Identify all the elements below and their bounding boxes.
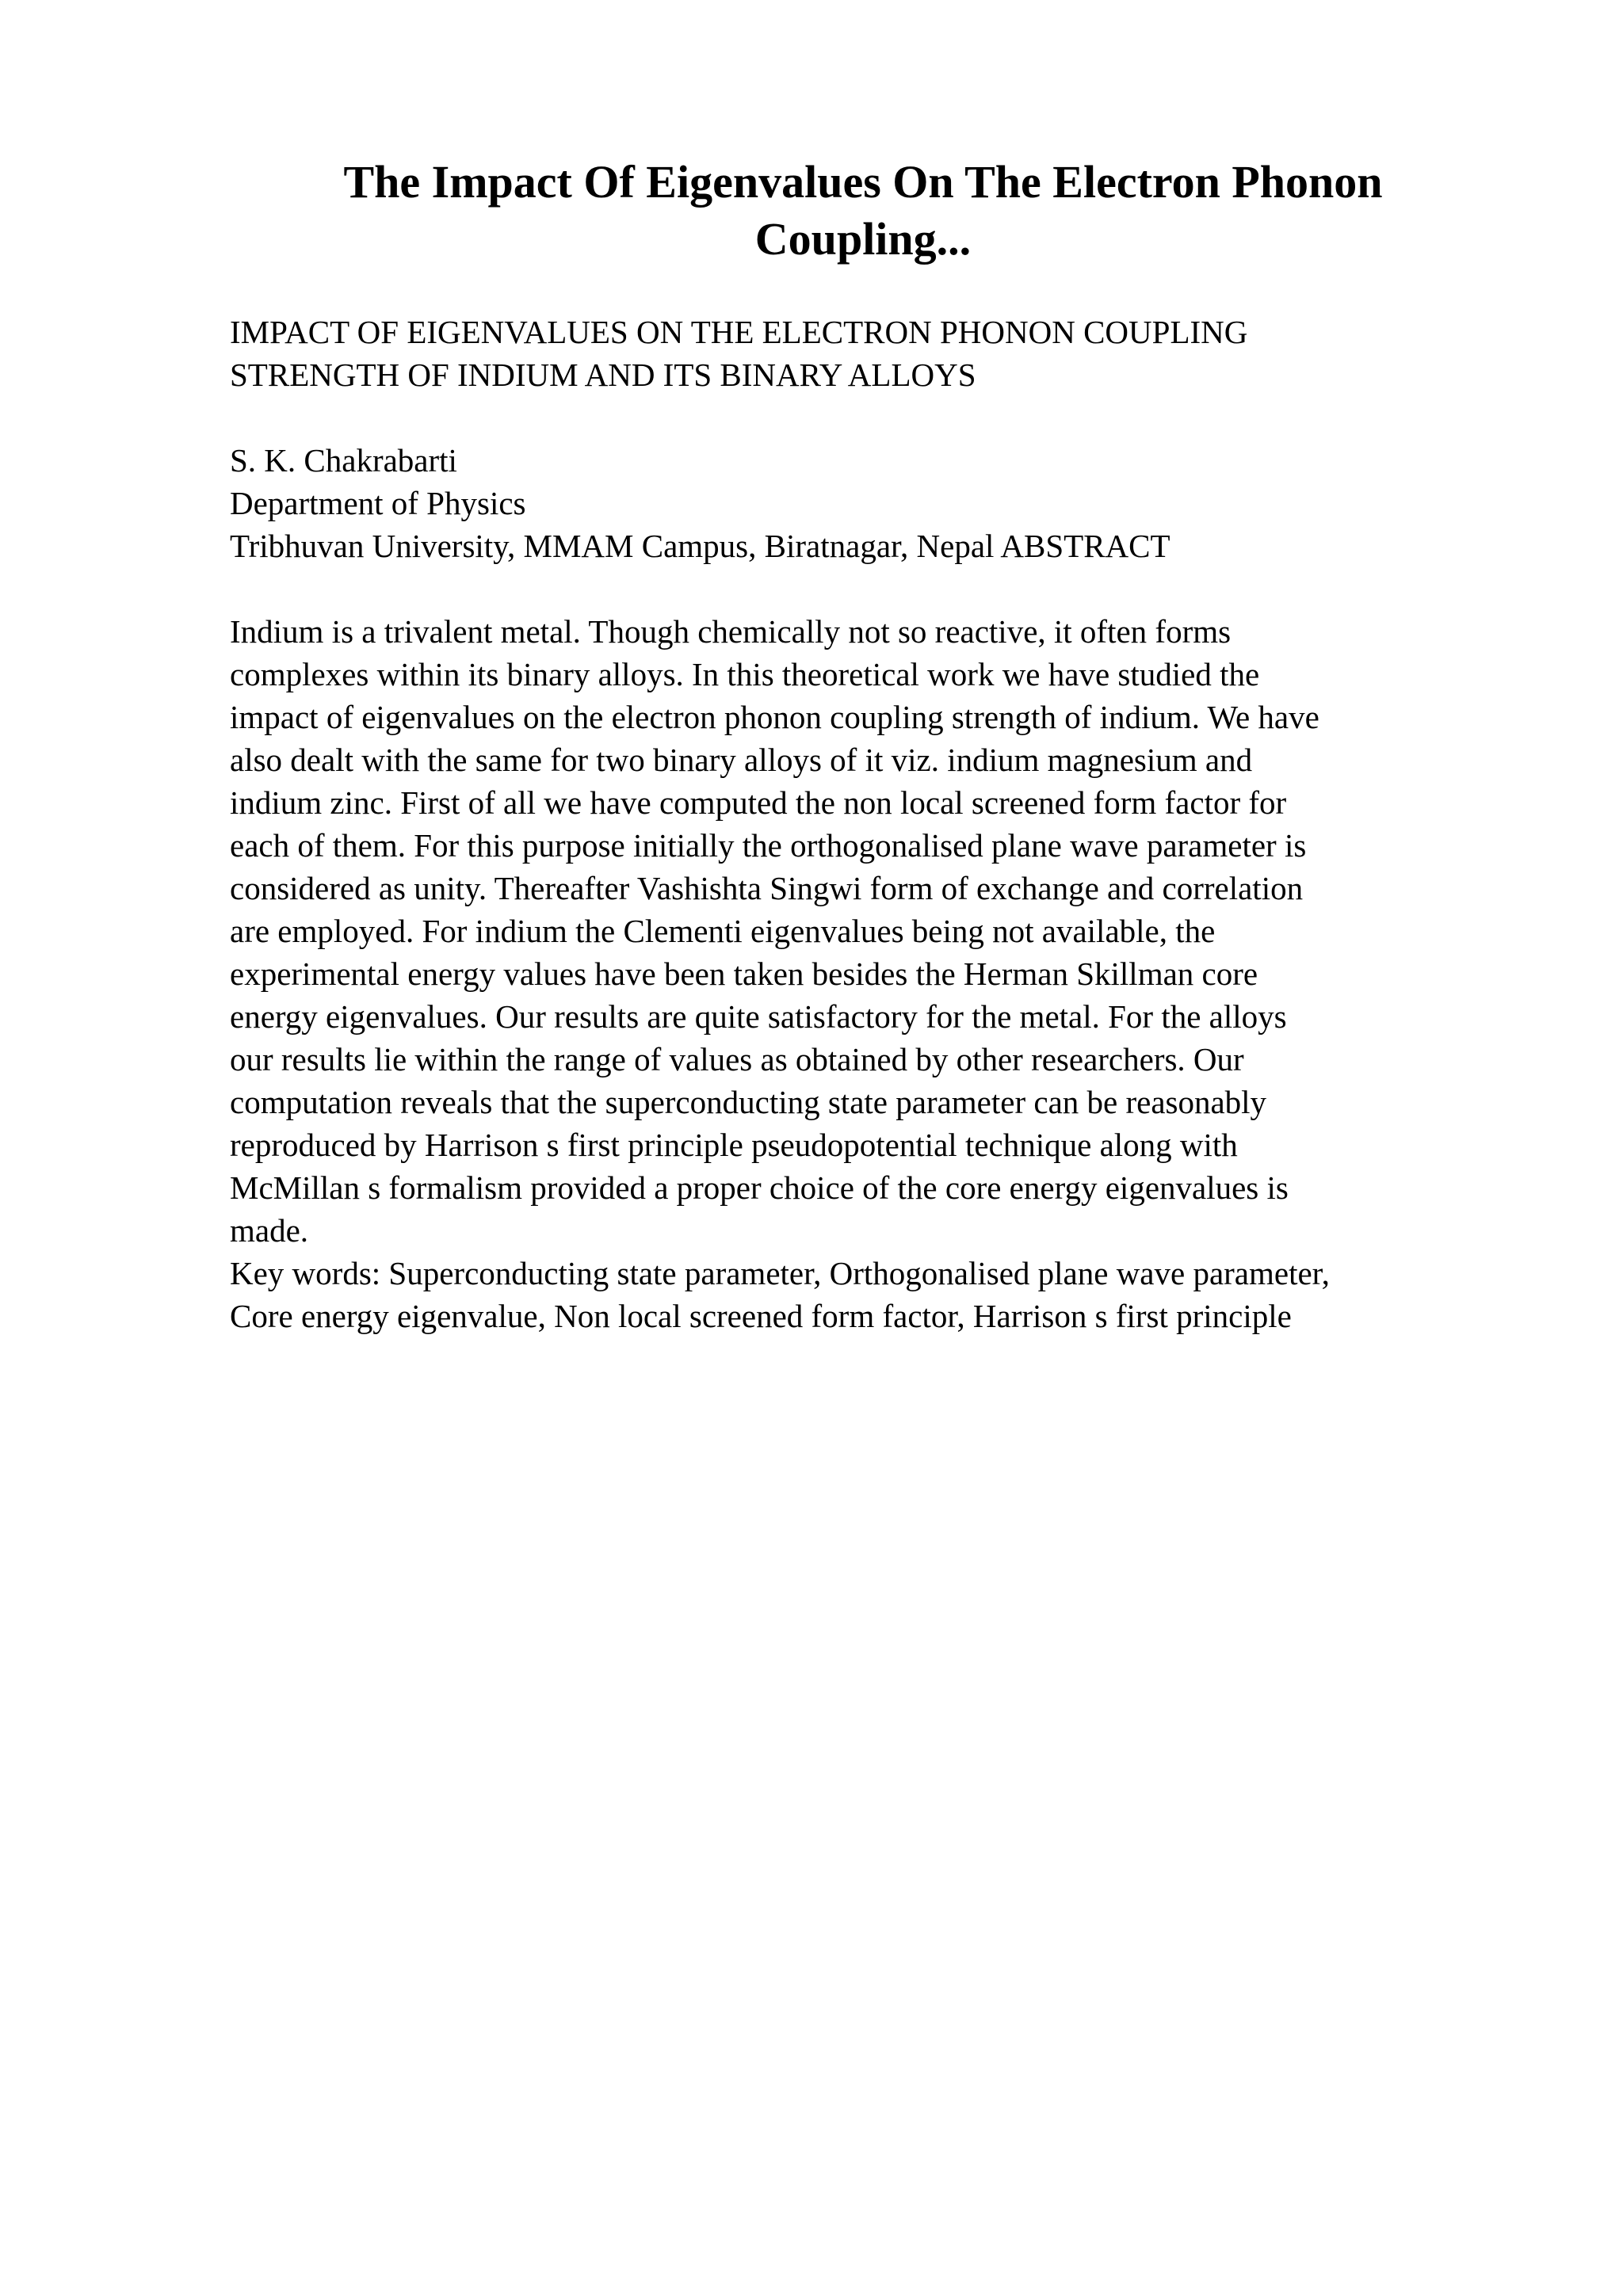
author-affiliation: Tribhuvan University, MMAM Campus, Biratnagar, Nepal ABSTRACT	[230, 528, 1170, 564]
paper-title-line-1: The Impact Of Eigenvalues On The Electron Phonon	[343, 156, 1383, 208]
author-block	[230, 439, 1496, 567]
abstract-paragraph	[230, 610, 1496, 1252]
abstract-line: reproduced by Harrison s first principle pseudopotential technique along with	[230, 1127, 1238, 1163]
paper-title	[230, 154, 1496, 268]
abstract-line: made.	[230, 1212, 309, 1249]
abstract-line: indium zinc. First of all we have computed the non local screened form factor for	[230, 784, 1287, 821]
keywords-block	[230, 1252, 1496, 1337]
paper-title-line-2: Coupling...	[754, 213, 972, 265]
abstract-line: are employed. For indium the Clementi eigenvalues being not available, the	[230, 913, 1216, 949]
abstract-line: impact of eigenvalues on the electron phonon coupling strength of indium. We have	[230, 699, 1319, 735]
author-name: S. K. Chakrabarti	[230, 442, 457, 479]
keywords-line: Core energy eigenvalue, Non local screened form factor, Harrison s first principle	[230, 1298, 1292, 1334]
abstract-line: energy eigenvalues. Our results are quite satisfactory for the metal. For the alloys	[230, 998, 1287, 1035]
abstract-line: experimental energy values have been taken besides the Herman Skillman core	[230, 955, 1258, 992]
paper-heading	[230, 311, 1496, 396]
keywords-line: Key words: Superconducting state parameter, Orthogonalised plane wave parameter,	[230, 1255, 1330, 1291]
abstract-line: McMillan s formalism provided a proper choice of the core energy eigenvalues is	[230, 1169, 1289, 1206]
paper-heading-line-2: STRENGTH OF INDIUM AND ITS BINARY ALLOYS	[230, 357, 976, 393]
abstract-line: Indium is a trivalent metal. Though chemically not so reactive, it often forms	[230, 613, 1232, 650]
abstract-line: also dealt with the same for two binary alloys of it viz. indium magnesium and	[230, 742, 1253, 778]
author-department: Department of Physics	[230, 485, 526, 521]
abstract-line: computation reveals that the superconducting state parameter can be reasonably	[230, 1084, 1267, 1120]
abstract-line: each of them. For this purpose initially the orthogonalised plane wave parameter is	[230, 827, 1307, 864]
abstract-line: complexes within its binary alloys. In this theoretical work we have studied the	[230, 656, 1260, 692]
document-content	[230, 154, 1496, 1337]
paper-heading-line-1: IMPACT OF EIGENVALUES ON THE ELECTRON PHONON COUPLING	[230, 314, 1248, 350]
abstract-line: our results lie within the range of values as obtained by other researchers. Our	[230, 1041, 1244, 1077]
abstract-line: considered as unity. Thereafter Vashishta Singwi form of exchange and correlation	[230, 870, 1304, 906]
